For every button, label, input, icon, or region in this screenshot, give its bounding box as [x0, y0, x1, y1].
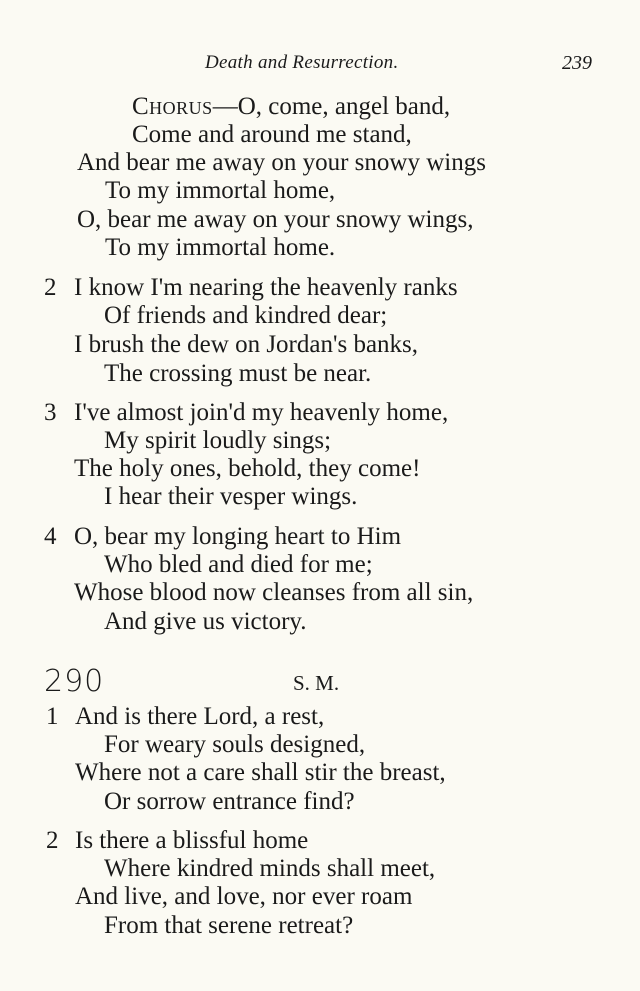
verse-line: Where kindred minds shall meet,: [104, 855, 436, 882]
verse-line: I've almost join'd my heavenly home,: [74, 399, 449, 426]
verse-line: Whose blood now cleanses from all sin,: [74, 579, 474, 606]
chorus-line: To my immortal home.: [105, 234, 336, 261]
verse-line: The holy ones, behold, they come!: [74, 455, 421, 482]
verse-line: Or sorrow entrance find?: [104, 788, 355, 815]
hymn-meter: S. M.: [293, 671, 340, 695]
verse-line: Who bled and died for me;: [104, 551, 373, 578]
page-header: [0, 52, 640, 82]
running-title: Death and Resurrection.: [205, 52, 399, 73]
verse-number: 3: [44, 399, 57, 426]
verse-line: I brush the dew on Jordan's banks,: [74, 331, 419, 358]
verse-line: I know I'm nearing the heavenly ranks: [74, 274, 458, 301]
verse-line: O, bear my longing heart to Him: [74, 523, 402, 550]
verse-number: 2: [44, 274, 57, 301]
verse-line: Is there a blissful home: [75, 827, 309, 854]
chorus-line: Chorus—O, come, angel band,: [132, 93, 451, 120]
verse-line: And is there Lord, a rest,: [75, 703, 325, 730]
verse-line: And live, and love, nor ever roam: [75, 883, 413, 910]
verse-line: And give us victory.: [104, 608, 307, 635]
verse-line: The crossing must be near.: [104, 360, 372, 387]
chorus-line: To my immortal home,: [105, 177, 336, 204]
verse-line: Where not a care shall stir the breast,: [75, 759, 446, 786]
verse-number: 2: [46, 827, 59, 854]
chorus-label: Chorus: [132, 93, 213, 120]
chorus-line: Come and around me stand,: [132, 121, 412, 148]
chorus-line: And bear me away on your snowy wings: [77, 149, 486, 176]
chorus-line: O, bear me away on your snowy wings,: [77, 206, 474, 233]
verse-line: From that serene retreat?: [104, 912, 354, 939]
verse-line: My spirit loudly sings;: [104, 427, 332, 454]
verse-line: I hear their vesper wings.: [104, 483, 358, 510]
page-number: 239: [562, 52, 592, 74]
verse-line: Of friends and kindred dear;: [104, 302, 388, 329]
verse-number: 1: [46, 703, 59, 730]
verse-line: For weary souls designed,: [104, 731, 366, 758]
hymn-number: 290: [44, 664, 105, 699]
verse-number: 4: [44, 523, 57, 550]
